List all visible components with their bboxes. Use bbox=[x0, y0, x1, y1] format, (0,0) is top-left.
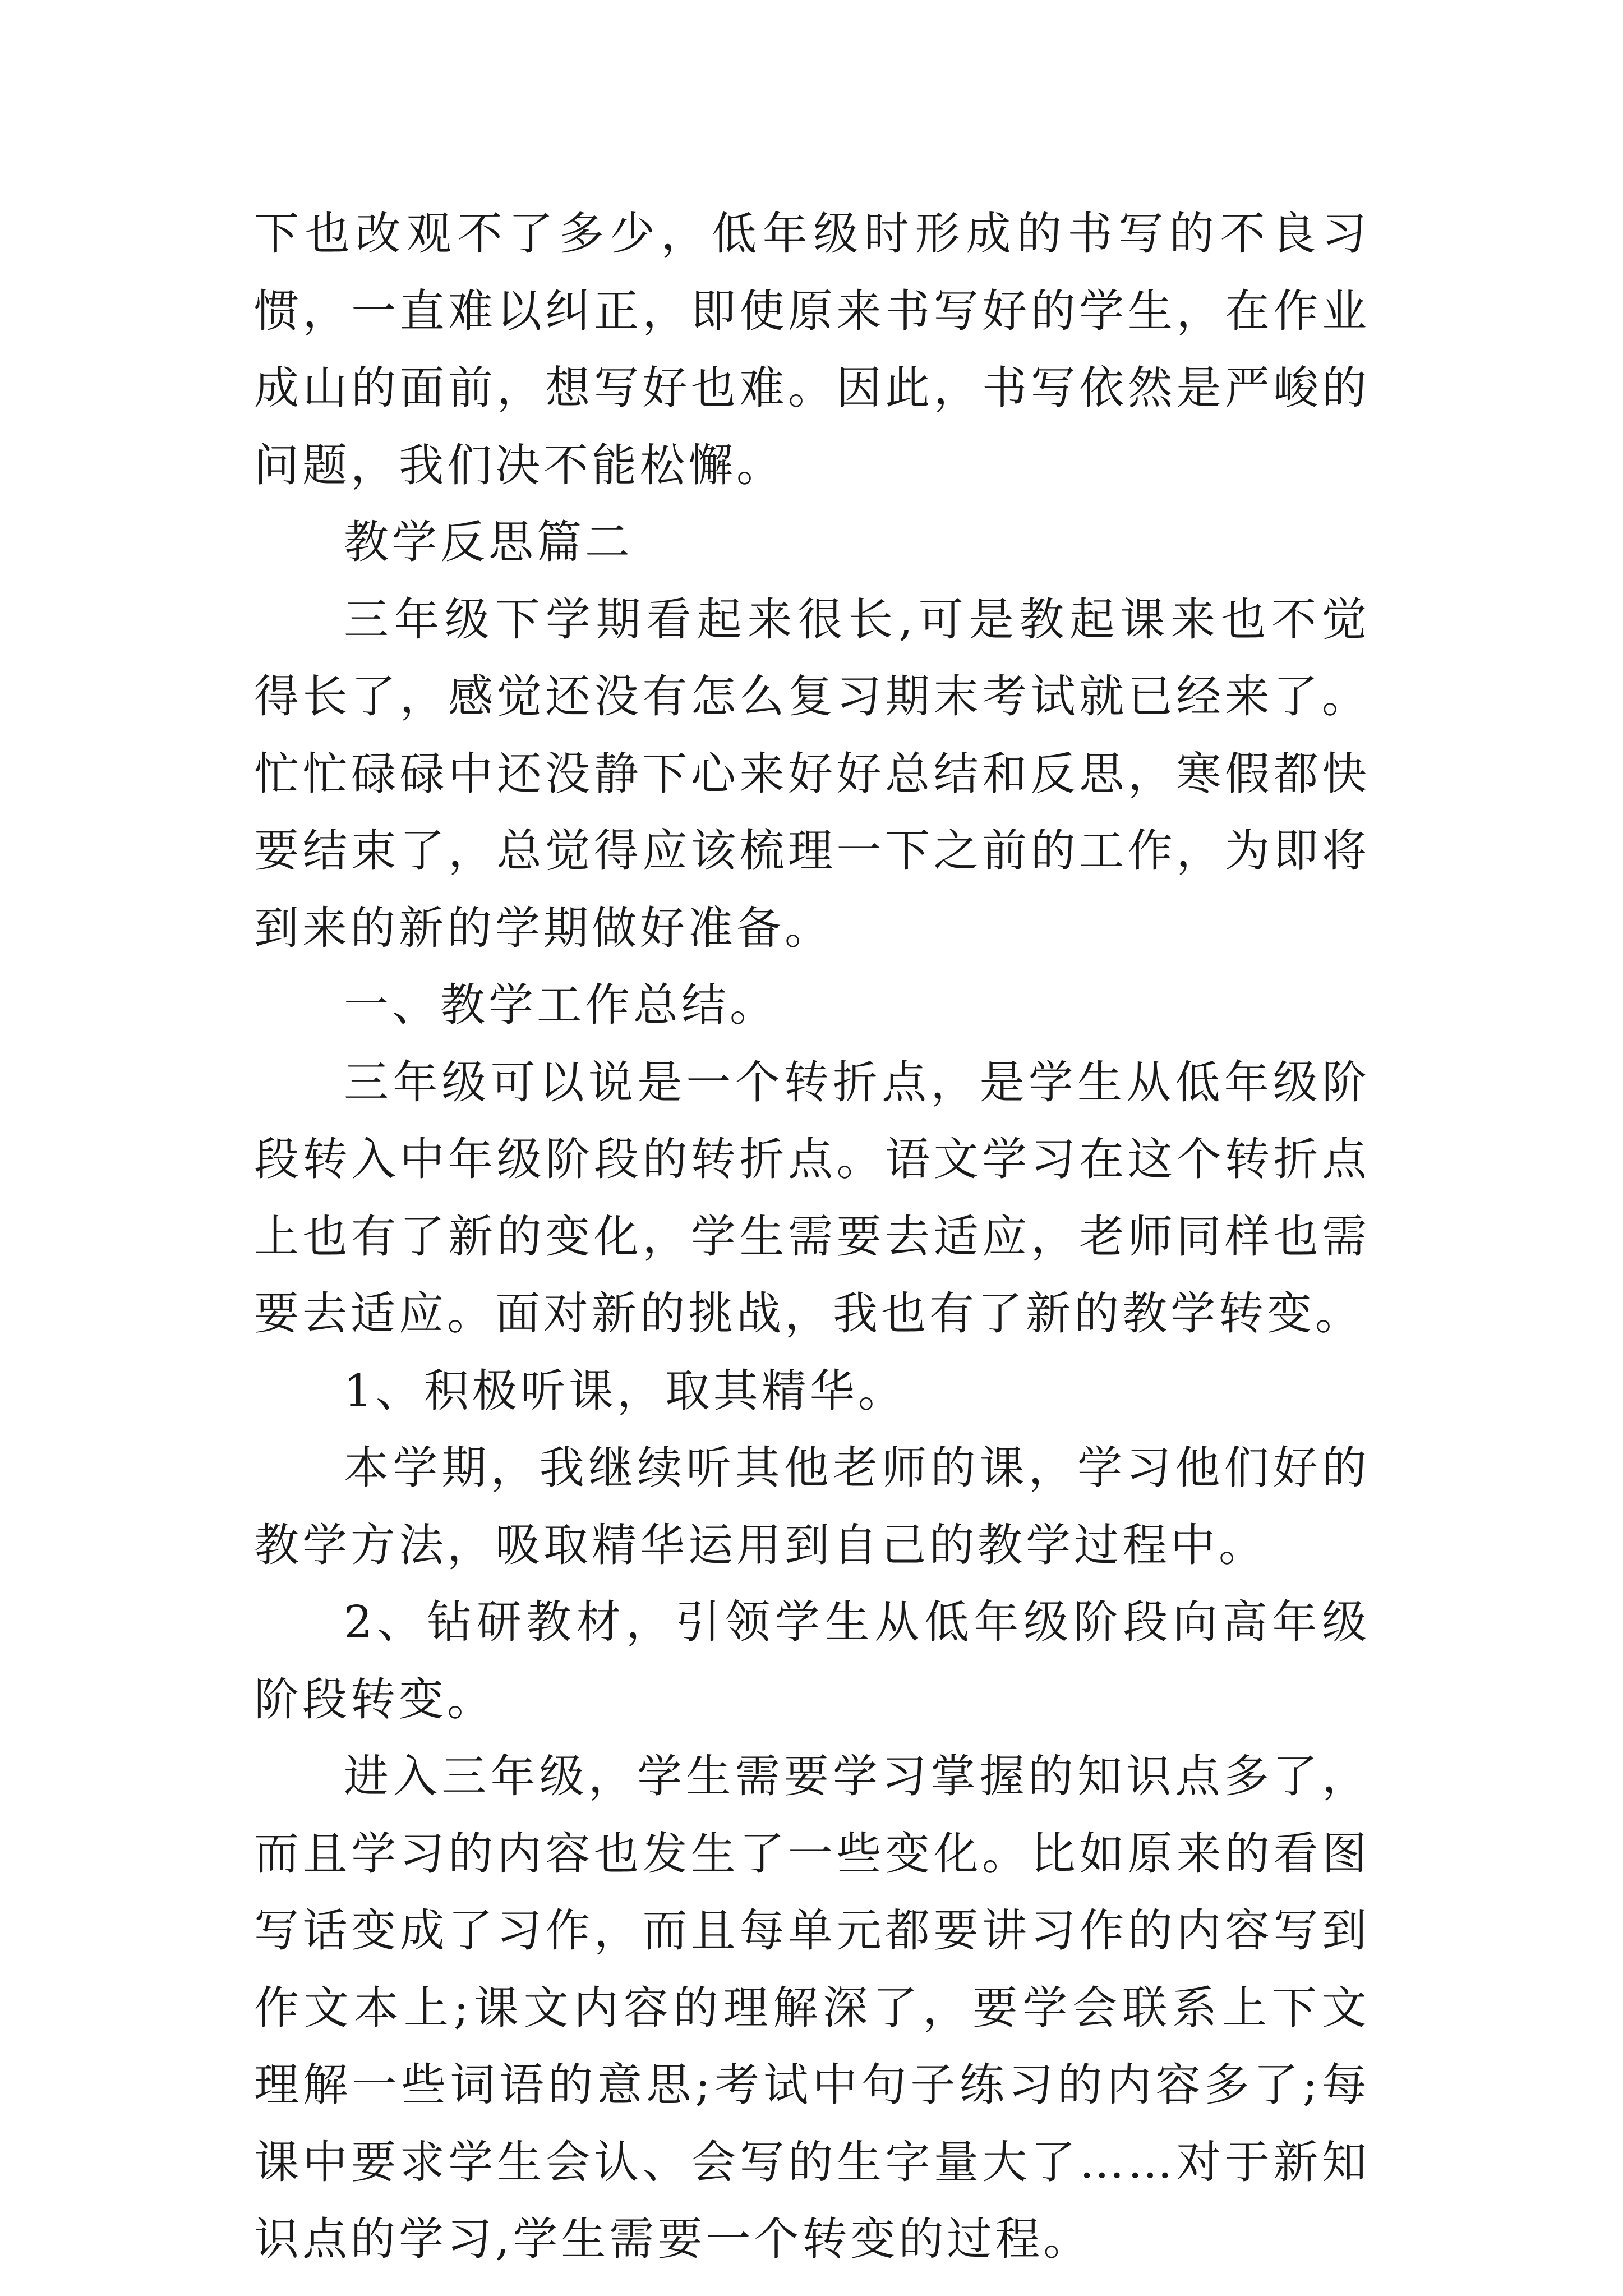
section-heading: 教学反思篇二 bbox=[344, 516, 633, 568]
paragraph-intro: 三年级下学期看起来很长,可是教起课来也不觉得长了，感觉还没有怎么复习期末考试就已经来了。忙忙碌碌中还没静下心来好好总结和反思，寒假都快要结束了，总觉得应该梳理一下之前的工作，为即将到来的新的学期做好准备。 bbox=[254, 593, 1370, 954]
paragraph-turning-point: 三年级可以说是一个转折点，是学生从低年级阶段转入中年级阶段的转折点。语文学习在这个转折点上也有了新的变化，学生需要去适应，老师同样也需要去适应。面对新的挑战，我也有了新的教学转变。 bbox=[254, 1056, 1370, 1340]
paragraph-listening: 本学期，我继续听其他老师的课，学习他们好的教学方法，吸取精华运用到自己的教学过程中。 bbox=[254, 1442, 1370, 1571]
paragraph-continuation: 下也改观不了多少，低年级时形成的书写的不良习惯，一直难以纠正，即使原来书写好的学生，在作业成山的面前，想写好也难。因此，书写依然是严峻的问题，我们决不能松懈。 bbox=[254, 208, 1370, 491]
paragraph-grade-three: 进入三年级，学生需要学习掌握的知识点多了，而且学习的内容也发生了一些变化。比如原来的看图写话变成了习作，而且每单元都要讲习作的内容写到作文本上;课文内容的理解深了，要学会联系上下文理解一些词语的意思;考试中句子练习的内容多了;每课中要求学生会认、会写的生字量大了……对于新知识点的学习,学生需要一个转变的过程。 bbox=[254, 1750, 1370, 2265]
body-text bbox=[254, 195, 1370, 2278]
list-item-1: 1、积极听课，取其精华。 bbox=[344, 1364, 906, 1417]
list-item-2: 2、钻研教材，引领学生从低年级阶段向高年级阶段转变。 bbox=[254, 1596, 1370, 1726]
subheading-teaching-summary: 一、教学工作总结。 bbox=[344, 979, 778, 1031]
